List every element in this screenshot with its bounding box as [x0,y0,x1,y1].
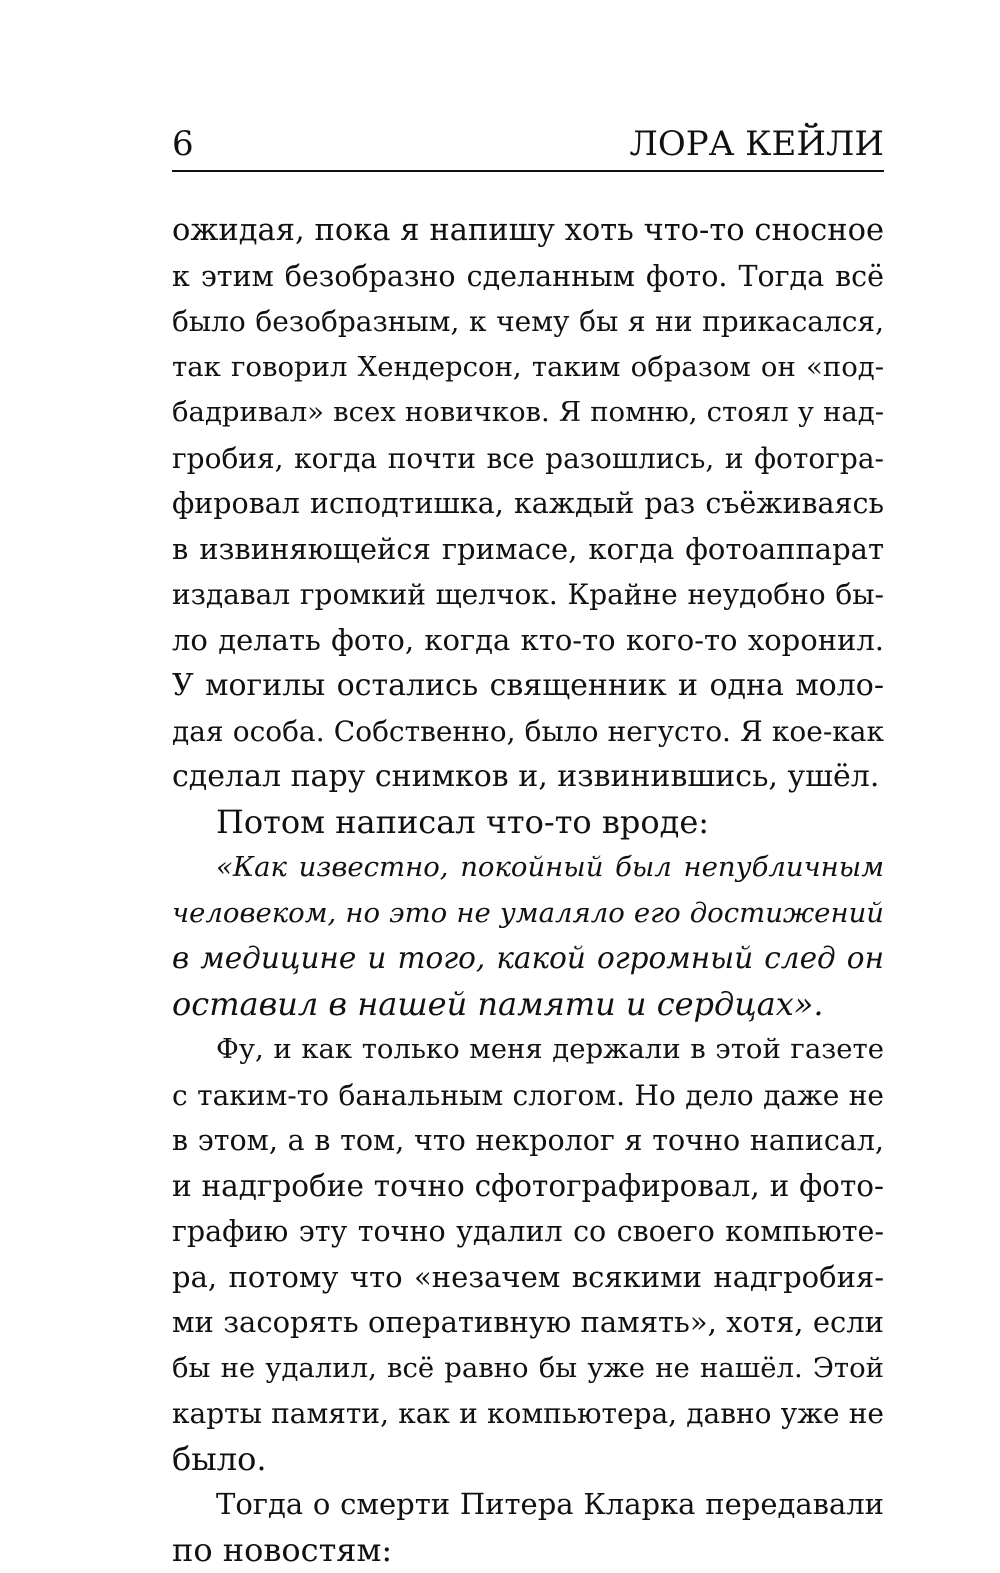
book-page [172,124,884,1573]
text-line: карты памяти, как и компьютера, давно уже не [172,1391,884,1437]
quote-line: в медицине и того, какой огромный след он [172,936,884,982]
text-line: фировал исподтишка, каждый раз съёживаясь [172,481,884,527]
text-line: было безобразным, к чему бы я ни прикасался, [172,299,884,345]
text-line: бы не удалил, всё равно бы уже не нашёл. Этой [172,1346,884,1392]
body-text [172,208,884,1573]
text-line: гробия, когда почти все разошлись, и фотогра- [172,436,884,482]
quote-line: оставил в нашей памяти и сердцах». [172,982,884,1028]
text-line: Потом написал что-то вроде: [172,800,884,846]
text-line: издавал громкий щелчок. Крайне неудобно бы- [172,572,884,618]
running-header [172,124,884,172]
text-line: ло делать фото, когда кто-то кого-то хоронил. [172,618,884,664]
text-line: в извиняющейся гримасе, когда фотоаппарат [172,527,884,573]
quote-line: человеком, но это не умаляло его достижений [172,891,884,937]
running-title-author: ЛОРА КЕЙЛИ [630,124,885,164]
text-line: дая особа. Собственно, было негусто. Я кое-как [172,709,884,755]
text-line: по новостям: [172,1528,884,1573]
page-number: 6 [172,124,194,164]
text-line: сделал пару снимков и, извинившись, ушёл. [172,754,884,800]
text-line: и надгробие точно сфотографировал, и фото- [172,1164,884,1210]
text-line: У могилы остались священник и одна моло- [172,663,884,709]
text-line: с таким-то банальным слогом. Но дело даже не [172,1073,884,1119]
text-line: было. [172,1437,884,1483]
text-line: к этим безобразно сделанным фото. Тогда всё [172,254,884,300]
text-line: ра, потому что «незачем всякими надгробия- [172,1255,884,1301]
text-line: ожидая, пока я напишу хоть что-то сносное [172,208,884,254]
text-line: бадривал» всех новичков. Я помню, стоял у над- [172,390,884,436]
quote-line: «Как известно, покойный был непубличным [172,845,884,891]
text-line: так говорил Хендерсон, таким образом он «под- [172,345,884,391]
text-line: графию эту точно удалил со своего компьюте- [172,1209,884,1255]
text-line: ми засорять оперативную память», хотя, если [172,1300,884,1346]
text-line: Тогда о смерти Питера Кларка передавали [172,1482,884,1528]
text-line: в этом, а в том, что некролог я точно написал, [172,1118,884,1164]
text-line: Фу, и как только меня держали в этой газете [172,1027,884,1073]
